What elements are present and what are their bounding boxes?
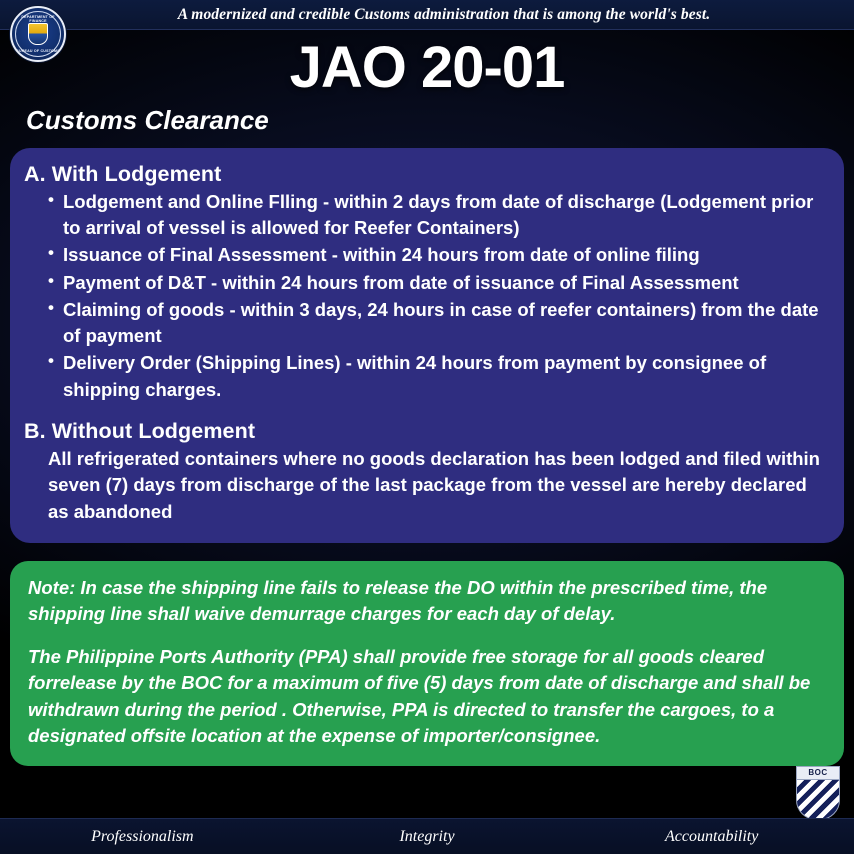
list-item: • Lodgement and Online Flling - within 2 days from date of discharge (Lodgement prior to arrival of vessel is allowed for Reefer Containers) (48, 189, 828, 242)
note-paragraph-1: Note: In case the shipping line fails to release the DO within the prescribed time, the shipping line shall waive demurrage charges for each day of delay. (28, 576, 768, 625)
seal-top-text: DEPARTMENT OF FINANCE (21, 15, 55, 23)
core-value-professionalism: Professionalism (91, 827, 194, 845)
seal-bottom-text: BUREAU OF CUSTOMS (16, 49, 60, 53)
seal-shield-icon (28, 23, 48, 45)
list-item: • Issuance of Final Assessment - within 24 hours from date of online filing (48, 242, 828, 268)
section-b-body: All refrigerated containers where no goods declaration has been lodged and filed within seven (7) days from discharge of the last package from the vessel are hereby declared as abandoned (48, 448, 820, 522)
list-item: • Claiming of goods - within 3 days, 24 hours in case of reefer containers) from the date of payment (48, 297, 828, 350)
section-a-list (48, 189, 828, 403)
note-panel (10, 561, 844, 766)
vision-tagline: A modernized and credible Customs administration that is among the world's best. (177, 5, 711, 23)
page-title: JAO 20-01 (289, 35, 565, 100)
lodgement-panel (10, 148, 844, 543)
seal-inner-ring (15, 11, 61, 57)
note-paragraph-2: The Philippine Ports Authority (PPA) shall provide free storage for all goods cleared forrelease by the BOC for a maximum of five (5) days from date of discharge and shall be withdrawn during the period . Otherwise, PPA is directed to transfer the cargoes, to a designated offsite location at the expense of importer/consignee. (28, 645, 811, 747)
core-value-integrity: Integrity (399, 827, 455, 845)
page-subtitle: Customs Clearance (26, 104, 269, 135)
list-item: • Delivery Order (Shipping Lines) - within 24 hours from payment by consignee of shipping charges. (48, 350, 828, 403)
title-block (0, 35, 854, 100)
core-values-bar (0, 818, 854, 854)
core-value-accountability: Accountability (665, 827, 759, 845)
bureau-of-customs-seal-icon (10, 6, 66, 62)
section-b-heading: B. Without Lodgement (24, 419, 256, 444)
crest-shield-shape (796, 779, 840, 820)
list-item: • Payment of D&T - within 24 hours from date of issuance of Final Assessment (48, 270, 828, 296)
boc-crest-icon (796, 766, 840, 820)
top-banner (0, 0, 854, 53)
crest-label: BOC (796, 766, 840, 779)
section-a-heading: A. With Lodgement (24, 161, 222, 186)
